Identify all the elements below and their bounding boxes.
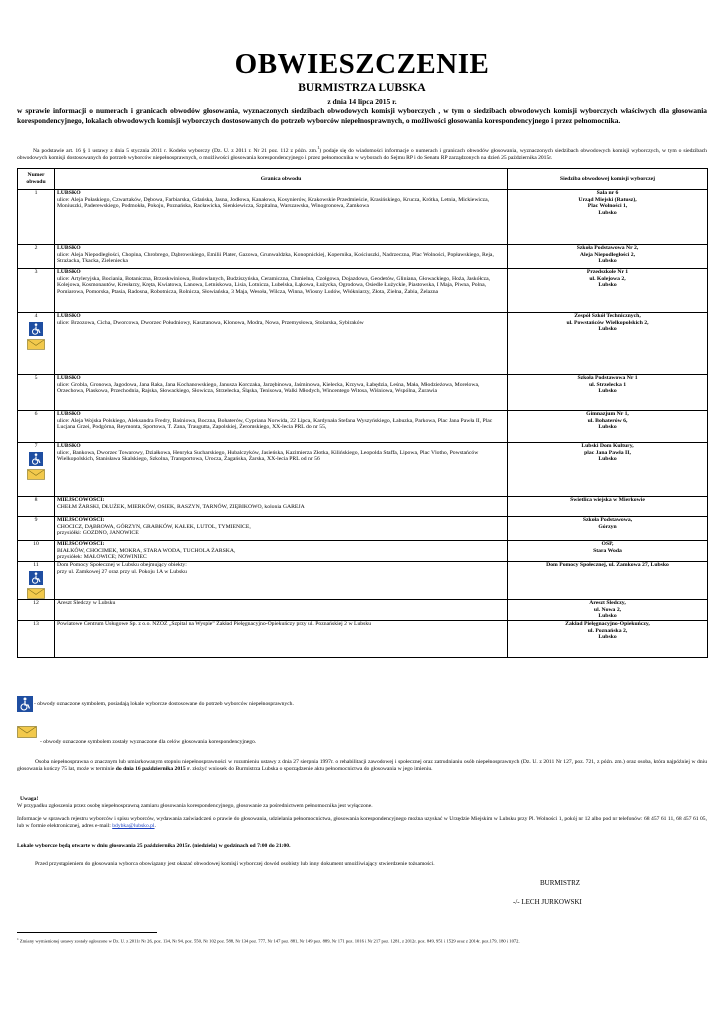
commission-seat: Przedszkole Nr 1 ul. Kolejowa 2, Lubsko (508, 269, 708, 313)
table-header-row (18, 169, 708, 190)
district-number-cell (18, 245, 55, 269)
district-border-cell (55, 517, 508, 541)
district-border-cell (55, 269, 508, 313)
district-border-cell (55, 190, 508, 245)
document-title: OBWIESZCZENIE (234, 48, 490, 80)
commission-seat: Szkoła Podstawowa, Górzyn (508, 517, 708, 541)
district-number-cell (18, 541, 55, 562)
info-paragraph (17, 816, 707, 830)
district-number-cell (18, 313, 55, 375)
warning-text: W przypadku zgłoszenia przez osobę niepełnosprawną zamiaru głosowania korespondencyjnego, głosowanie za pośrednictwem pełnomocnika jest wyłączone. (17, 803, 373, 809)
proxy-text-c: . złożyć wniosek do Burmistrza Lubska o sporządzenie aktu pełnomocnictwa do głosowania w jego imieniu. (189, 765, 433, 772)
district-locality: LUBSKO (57, 411, 81, 417)
legal-basis (17, 145, 707, 161)
email-link[interactable]: bdybka@lubsko.pl (112, 822, 155, 829)
district-locality: LUBSKO (57, 245, 81, 251)
district-border-cell (55, 541, 508, 562)
district-number: 8 (34, 497, 38, 503)
commission-seat: Areszt Śledczy, ul. Nowa 2, Lubsko (508, 600, 708, 621)
table-row (18, 375, 708, 411)
district-number: 9 (34, 517, 38, 523)
envelope-icon (27, 588, 45, 599)
legal-basis-footnote-ref: 1 (317, 145, 320, 150)
legend-accessible-text: - obwody oznaczone symbolem, posiadają lokale wyborcze dostosowane do potrzeb wyborców niepełnosprawnych. (34, 701, 294, 707)
commission-seat: OSP, Stara Woda (508, 541, 708, 562)
district-border-cell (55, 497, 508, 517)
commission-seat: Zespół Szkół Technicznych, ul. Powstańców Wielkopolskich 2, Lubsko (508, 313, 708, 375)
district-number-cell (18, 562, 55, 600)
info-text-b: . (154, 822, 156, 829)
footnote-text: Zmiany wymienionej ustawy zostały ogłoszone w Dz. U. z 2011r Nr 26, poz. 134, Nr 94, poz. 550, Nr 102 poz. 588, Nr 134 poz. 777, Nr 147 poz. 881, Nr 149 poz. 889, Nr 171 poz. 1016 i Nr 217 poz. 1281, z 2012r. poz. 849, 951 i 1529 oraz z 2014r. poz.179, 180 i 1072. (18, 938, 520, 944)
table-row (18, 497, 708, 517)
district-locality: LUBSKO (57, 269, 81, 275)
commission-seat: Świetlica wiejska w Mierkowie (508, 497, 708, 517)
district-number-cell (18, 443, 55, 497)
id-requirement: Przed przystąpieniem do głosowania wyborca obowiązany jest okazać obwodowej komisji wyborczej dowód osobisty lub inny dokument umożliwiający stwierdzenie tożsamości. (35, 861, 435, 867)
wheelchair-icon (29, 322, 43, 336)
commission-seat: Lubski Dom Kultury, plac Jana Pawła II, Lubsko (508, 443, 708, 497)
document-subject: w sprawie informacji o numerach i granicach obwodów głosowania, wyznaczonych siedzibach obwodowych komisji wyborczych , w tym o siedzibach obwodowych komisji wyborczych właściwych dla głosowania korespondencyjnego, lokalach obwodowych komisji wyborczych dostosowanych do potrzeb wyborców niepełnosprawnych, o możliwości głosowania korespondencyjnego i przez pełnomocnika. (17, 106, 707, 125)
commission-seat: Szkoła Podstawowa Nr 1 ul. Strzelecka 1 Lubsko (508, 375, 708, 411)
district-number: 7 (34, 443, 38, 449)
district-locality: MIEJSCOWOŚCI: (57, 517, 105, 523)
district-border-cell (55, 313, 508, 375)
table-row (18, 313, 708, 375)
district-number: 3 (34, 269, 38, 275)
wheelchair-icon (29, 571, 43, 585)
commission-seat: Gimnazjum Nr 1, ul. Bohaterów 6, Lubsko (508, 411, 708, 443)
signature-name: -/- LECH JURKOWSKI (513, 898, 582, 906)
footnote-divider (17, 932, 157, 933)
table-row (18, 443, 708, 497)
legend-postal-text: - obwody oznaczone symbolem zostały wyznaczone dla celów głosowania korespondencyjnego. (40, 739, 257, 745)
document-date: z dnia 14 lipca 2015 r. (327, 97, 397, 106)
district-number-cell (18, 621, 55, 658)
district-number-cell (18, 411, 55, 443)
table-row (18, 541, 708, 562)
district-number: 11 (33, 562, 39, 568)
table-row (18, 600, 708, 621)
district-number-cell (18, 375, 55, 411)
district-streets: Areszt Śledczy w Lubsku (57, 600, 116, 606)
footnote (17, 936, 707, 945)
district-border-cell (55, 600, 508, 621)
legal-basis-rest: ) podaje się do wiadomości informacje o numerach i granicach obwodów głosowania, wyznaczonych siedzibach obwodowych komisji wyborczych, w tym o siedzibach obwodowych komisji dostosowanych do potrzeb wyborców niepełnosprawnych, o możliwości głosowania korespondencyjnego i przez pełnomocnika w wyborach do Sejmu RP i do Senatu RP zarządzonych na dzień 25 października 2015r. (17, 147, 707, 161)
district-number: 1 (34, 190, 38, 196)
district-streets: ulice: Aleja Wojska Polskiego, Aleksandra Fredry, Baśniowa, Boczna, Bohaterów, Cypriana Norwida, 22 Lipca, Kardynała Stefana Wyszyńskiego, Łabuzka, Parkowa, Plac Jana Pawła II, Plac Lucjana Grzei, Podgórna, Reymonta, Sportowa, T. Zana, Traugutta, Zapolskiej, Żeromskiego, XX-lecia PRL do nr 55, (57, 417, 493, 431)
wheelchair-icon (29, 452, 43, 466)
table-row (18, 621, 708, 658)
district-streets: ulice: Grobla, Gronowa, Jagodowa, Jana Raka, Jana Kochanowskiego, Janusza Korczaka, Jarzębinowa, Jaśminowa, Kielecka, Krzywa, Łabędzia, Leśna, Mała, Młodzieżowa, Morelowa, Orzechowa, Piaskowa, Przechodnia, Rajska, Słowackiego, Słowicza, Strzelecka, Śląska, Tenisowa, Walki Młodych, Wincentego Witosa, Wiśniowa, Wspólna, Żurawia (57, 381, 480, 395)
district-locality: LUBSKO (57, 443, 81, 449)
district-border-cell (55, 375, 508, 411)
district-number-cell (18, 497, 55, 517)
signature-role: BURMISTRZ (540, 879, 581, 887)
wheelchair-icon (17, 696, 33, 712)
table-row (18, 245, 708, 269)
district-number-cell (18, 517, 55, 541)
district-streets: CHOCICZ, DĄBROWA, GÓRZYN, GRABKÓW, KAŁEK, LUTOL, TYMIENICE, przysiółki: GOZDNO, JANOWICE (57, 523, 251, 537)
table-row (18, 190, 708, 245)
opening-hours: Lokale wyborcze będą otwarte w dniu głosowania 25 października 2015r. (niedziela) w godzinach od 7:00 do 21:00. (17, 843, 291, 849)
district-number: 13 (33, 621, 39, 627)
envelope-icon (27, 339, 45, 350)
table-row (18, 562, 708, 600)
warning-label: Uwaga! (20, 796, 39, 802)
footnote-marker: 1 (17, 937, 19, 941)
table-row (18, 411, 708, 443)
district-number-cell (18, 600, 55, 621)
district-streets: Powiatowe Centrum Usługowe Sp. z o.o. NZOZ „Szpital na Wyspie” Zakład Pielęgnacyjno-Opiekuńczy przy ul. Poznańskiej 2 w Lubsku (57, 621, 372, 627)
column-header-number: Numer obwodu (18, 169, 55, 190)
district-number: 10 (33, 541, 39, 547)
district-number: 12 (33, 600, 39, 606)
proxy-paragraph (17, 759, 707, 773)
district-streets: ulice:, Bankowa, Dworzec Towarowy, Działkowa, Henryka Sucharskiego, Hubalczyków, Jasieńska, Kazimierza Złotka, Kilińskiego, Leopolda Staffa, Lipowa, Plac Vlotho, Powstańców Wielkopolskich, Stanisława Skalskiego, Szkolna, Transportowa, Urocza, Żagańska, Żarska, XX-lecia PRL od nr 56 (57, 449, 479, 463)
district-number-cell (18, 269, 55, 313)
district-locality: LUBSKO (57, 190, 81, 196)
proxy-text-a: Osoba niepełnosprawna o znacznym lub umiarkowanym stopniu niepełnosprawności w rozumieniu ustawy z dnia 27 sierpnia 1997r. o rehabilitacji zawodowej i społecznej oraz zatrudnianiu osób niepełnosprawnych (Dz. U. z 2011 Nr 127, poz. 721, z późn. zm.) oraz osoba, która najpóźniej w dniu głosowania kończy 75 lat, może w terminie (17, 759, 707, 772)
envelope-icon (17, 726, 37, 738)
district-locality: MIEJSCOWOŚCI: (57, 541, 105, 547)
district-number: 5 (34, 375, 38, 381)
district-locality: LUBSKO (57, 375, 81, 381)
district-border-cell (55, 245, 508, 269)
column-header-seat: Siedziba obwodowej komisji wyborczej (508, 169, 708, 190)
district-locality: LUBSKO (57, 313, 81, 319)
district-border-cell (55, 562, 508, 600)
district-locality: MIEJSCOWOŚCI: (57, 497, 105, 503)
district-number: 4 (34, 313, 38, 319)
proxy-deadline: do dnia 16 października 2015 r (115, 765, 190, 772)
column-header-border: Granica obwodu (55, 169, 508, 190)
district-streets: ulice: Artyleryjska, Bociania, Botaniczna, Brzoskwiniowa, Budowlanych, Budziszyńska, Ceramiczna, Chmielna, Czołgowa, Dojazdowa, Geodetów, Gliniana, Głowackiego, Hoża, Jaskółcza, Kolejowa, Kosmonautów, Kresłarzy, Kręta, Kwiatowa, Lanowa, Letniskowa, Lisia, Lotnicza, Lubelska, Łąkowa, Łużycka, Ogrodowa, Osiedle Łużyckie, Piastowska, I Maja, Piwna, Polna, Pomiarowa, Pomorska, Ptasia, Radosna, Robotnicza, Rolnicza, Słowiańska, 3 Maja, Wesoła, Wilcza, Winna, Wiosny Ludów, Włókniarzy, Złota, Zielna, Żabia, Żelazna (57, 275, 491, 295)
district-number-cell (18, 190, 55, 245)
district-streets: ulice: Brzozowa, Cicha, Dworcowa, Dworzec Południowy, Kasztanowa, Klonowa, Modra, Nowa, Przemysłowa, Stolarska, Sybiraków (57, 319, 364, 326)
district-number: 2 (34, 245, 38, 251)
district-border-cell (55, 621, 508, 658)
commission-seat: Szkoła Podstawowa Nr 2, Aleja Niepodległości 2, Lubsko (508, 245, 708, 269)
info-text-a: Informacje w sprawach rejestru wyborców i spisu wyborców, wydawania zaświadczeń o prawie do głosowania, udzielania pełnomocnictwa, głosowania korespondencyjnego można uzyskać w Urzędzie Miejskim w Lubsku przy Pl. Wolności 1, pokój nr 12 albo pod nr telefonów: 68 457 61 11, 68 457 61 05, lub w formie elektronicznej, adres e-mail: (17, 816, 707, 829)
district-border-cell (55, 411, 508, 443)
district-streets: CHEŁM ŻARSKI, DŁUŻEK, MIERKÓW, OSIEK, RASZYN, TARNÓW, ZIĘBIKOWO, kolonia GAREJA (57, 503, 305, 510)
district-border-cell (55, 443, 508, 497)
district-number: 6 (34, 411, 38, 417)
envelope-icon (27, 469, 45, 480)
document-issuer: BURMISTRZA LUBSKA (298, 82, 426, 94)
district-streets: ulice: Aleja Pułaskiego, Czwartaków, Dębowa, Farbiarska, Gdańska, Jasna, Jodłowa, Kanałowa, Kosynierów, Krakowskie Przedmieście, Krasińskiego, Krucza, Krótka, Letnia, Mickiewicza, Moniuszki, Paderewskiego, Podmokła, Pokoju, Poznańska, Racławicka, Sienkiewicza, Szpitalna, Warszawska, Winogronowa, Zamkowa (57, 196, 490, 210)
district-streets: BIAŁKÓW, CHOCIMEK, MOKRA, STARA WODA, TUCHOLA ŻARSKA, przysiółek: MAŁOWICE; NOWINIEC (57, 547, 236, 561)
table-row (18, 269, 708, 313)
district-streets: ulice: Aleja Niepodległości, Chopina, Chrobrego, Dąbrowskiego, Emilii Plater, Gazowa, Grunwaldzka, Konopnickiej, Kopernika, Kościuszki, Nadrzeczna, Plac Wolności, Popławskiego, Reja, Strażacka, Tkacka, Zieleniecka (57, 251, 494, 265)
commission-seat: Dom Pomocy Społecznej, ul. Zamkowa 27, Lubsko (508, 562, 708, 600)
legal-basis-main: Na podstawie art. 16 § 1 ustawy z dnia 5 stycznia 2011 r. Kodeks wyborczy (Dz. U. z 2011 r. Nr 21 poz. 112 z późn. zm. (33, 147, 318, 154)
commission-seat: Zakład Pielęgnacyjno-Opiekuńczy, ul. Poznańska 2, Lubsko (508, 621, 708, 658)
table-row (18, 517, 708, 541)
districts-table (17, 168, 708, 658)
district-streets: Dom Pomocy Społecznej w Lubsku obejmujący obiekty: przy ul. Zamkowej 27 oraz przy ul. Pokoju 1A w Lubsku (57, 562, 187, 575)
commission-seat: Sala nr 6 Urząd Miejski (Ratusz), Plac Wolności 1, Lubsko (508, 190, 708, 245)
